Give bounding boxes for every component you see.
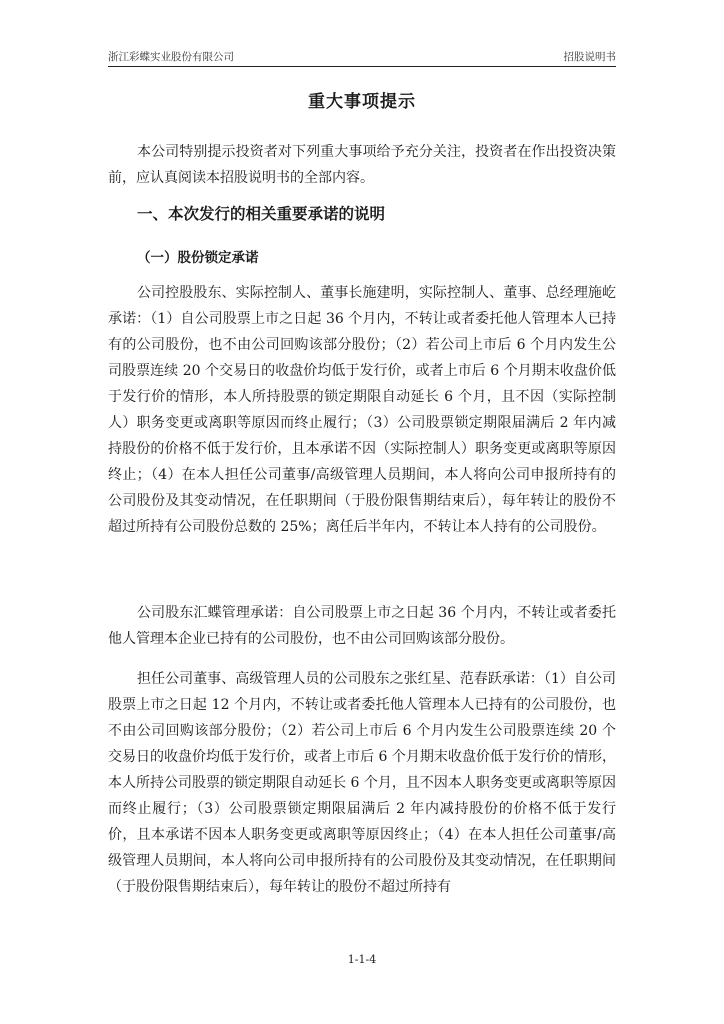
header-company-name: 浙江彩蝶实业股份有限公司 bbox=[108, 51, 234, 63]
subsection-heading: （一）股份锁定承诺 bbox=[137, 250, 259, 266]
header-document-type: 招股说明书 bbox=[563, 51, 616, 63]
page-header bbox=[108, 50, 616, 67]
body-paragraph: 担任公司董事、高级管理人员的公司股东之张红星、范春跃承诺：（1）自公司股票上市之日起 12 个月内，不转让或者委托他人管理本人已持有的公司股份，也不由公司回购该部分股份；（2）若公司上市后 6 个月内发生公司股票连续 20 个交易日的收盘价均低于发行价，或者上市后 6 个月期末收盘价低于发行价的情形，本人所持公司股票的锁定期限自动延长 6 个月，且不因本人职务变更或离职等原因而终止履行；（3）公司股票锁定期限届满后 2 年内减持股份的价格不低于发行价，且本承诺不因本人职务变更或离职等原因终止；（4）在本人担任公司董事/高级管理人员期间，本人将向公司申报所持有的公司股份及其变动情况，在任职期间（于股份限售期结束后），每年转让的股份不超过所持有 bbox=[108, 671, 616, 895]
body-paragraph: 公司股东汇蝶管理承诺：自公司股票上市之日起 36 个月内，不转让或者委托他人管理本企业已持有的公司股份，也不由公司回购该部分股份。 bbox=[108, 605, 616, 647]
intro-paragraph: 本公司特别提示投资者对下列重大事项给予充分关注，投资者在作出投资决策前，应认真阅读本招股说明书的全部内容。 bbox=[108, 144, 616, 186]
page-title: 重大事项提示 bbox=[308, 92, 416, 112]
page-number: 1-1-4 bbox=[347, 953, 377, 966]
section-heading: 一、本次发行的相关重要承诺的说明 bbox=[137, 205, 386, 223]
body-paragraph: 公司控股股东、实际控制人、董事长施建明，实际控制人、董事、总经理施屹承诺：（1）自公司股票上市之日起 36 个月内，不转让或者委托他人管理本人已持有的公司股份，也不由公司回购该部分股份；（2）若公司上市后 6 个月内发生公司股票连续 20 个交易日的收盘价均低于发行价，或者上市后 6 个月期末收盘价低于发行价的情形，本人所持股票的锁定期限自动延长 6 个月，且不因（实际控制人）职务变更或离职等原因而终止履行；（3）公司股票锁定期限届满后 2 年内减持股份的价格不低于发行价，且本承诺不因（实际控制人）职务变更或离职等原因终止；（4）在本人担任公司董事/高级管理人员期间，本人将向公司申报所持有的公司股份及其变动情况，在任职期间（于股份限售期结束后），每年转让的股份不超过所持有公司股份总数的 25%；离任后半年内，不转让本人持有的公司股份。 bbox=[108, 285, 616, 535]
